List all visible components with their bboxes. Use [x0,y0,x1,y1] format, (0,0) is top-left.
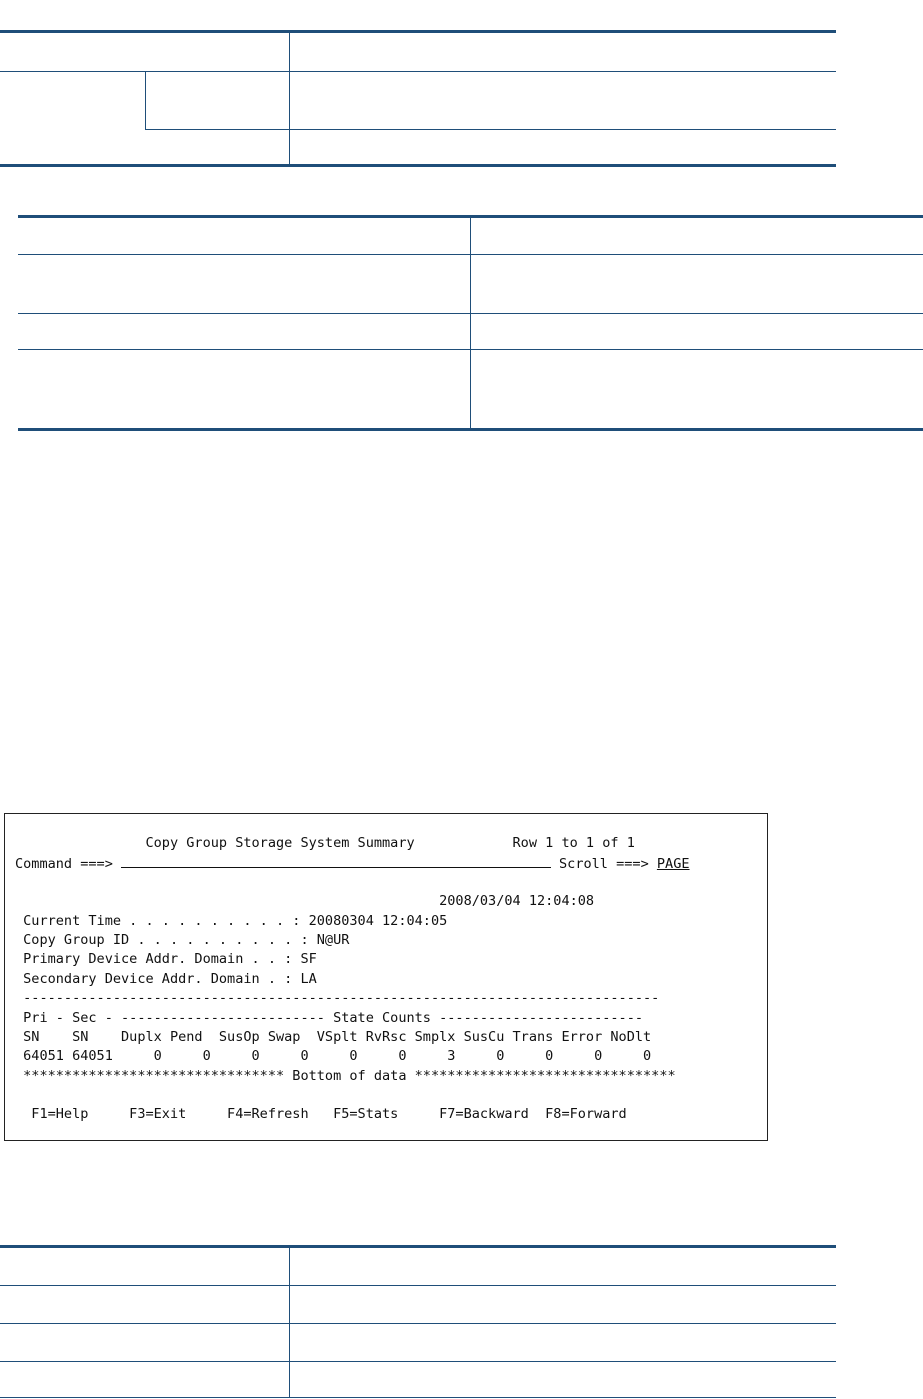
table-cell [0,1286,289,1324]
table-cell [0,1247,289,1286]
data-row[interactable]: 64051 64051 0 0 0 0 0 0 3 0 0 0 0 [23,1048,652,1065]
row-info: Row 1 to 1 of 1 [512,835,635,851]
table-cell [18,350,470,430]
table-cell [0,32,289,72]
table-cell [18,217,470,255]
table-cell [470,314,923,350]
field-value: SF [300,951,317,968]
screen-title: Copy Group Storage System Summary [145,835,415,851]
scroll-label: Scroll ===> [559,856,649,873]
table-row [18,314,923,350]
field-copy-group-id [15,931,690,950]
table-2 [18,215,923,431]
table-cell [470,217,923,255]
bottom-line [15,1067,690,1086]
field-value: 20080304 12:04:05 [308,912,448,929]
table-row [18,350,923,430]
column-headers: SN SN Duplx Pend SusOp Swap VSplt RvRsc Smplx SusCu Trans Error NoDlt [23,1028,652,1045]
data-row-line [15,1047,690,1066]
table-row [0,32,836,72]
field-label: Current Time . . . . . . . . . . : [23,912,301,929]
table-cell [289,130,836,166]
columns-line [15,1028,690,1047]
command-line [15,853,690,872]
table-cell [289,32,836,72]
field-label: Copy Group ID . . . . . . . . . . : [23,931,309,948]
field-label: Primary Device Addr. Domain . . : [23,951,293,968]
field-secondary-domain [15,970,690,989]
terminal-screen [4,813,768,1141]
field-primary-domain [15,950,690,969]
state-header-line [15,1009,690,1028]
table-cell [0,1362,289,1398]
table-cell [289,72,836,130]
table-3 [0,1245,836,1398]
field-value: N@UR [316,931,350,948]
title-line [15,834,690,853]
scroll-value[interactable]: PAGE [656,856,690,873]
field-value: LA [300,970,317,987]
table-row [18,217,923,255]
command-label: Command ===> [15,856,113,873]
function-keys-line [15,1105,690,1124]
table-cell [289,1324,836,1362]
table-cell [0,72,145,166]
field-label: Secondary Device Addr. Domain . : [23,970,293,987]
table-cell [145,72,289,130]
timestamp: 2008/03/04 12:04:08 [439,893,595,910]
table-cell [470,255,923,314]
table-1 [0,30,836,167]
table-cell [0,1324,289,1362]
table-cell [18,314,470,350]
table-cell [18,255,470,314]
separator-line [15,989,690,1008]
table-cell [145,130,289,166]
table-row [0,1247,836,1286]
table-row [0,1324,836,1362]
table-cell [289,1247,836,1286]
table-row [0,72,836,130]
table-row [0,1362,836,1398]
timestamp-line [15,892,690,911]
table-cell [289,1286,836,1324]
bottom-of-data: ******************************** Bottom of data ******************************** [23,1067,676,1084]
table-cell [289,1362,836,1398]
state-header: Pri - Sec - ------------------------- State Counts ------------------------- [23,1009,644,1026]
terminal-text [15,834,690,1125]
function-keys: F1=Help F3=Exit F4=Refresh F5=Stats F7=Backward F8=Forward [23,1106,627,1123]
table-row [0,1286,836,1324]
command-input[interactable] [121,853,551,868]
separator: ------------------------------------------------------------------------------ [23,990,660,1007]
field-current-time [15,912,690,931]
table-cell [470,350,923,430]
table-row [18,255,923,314]
